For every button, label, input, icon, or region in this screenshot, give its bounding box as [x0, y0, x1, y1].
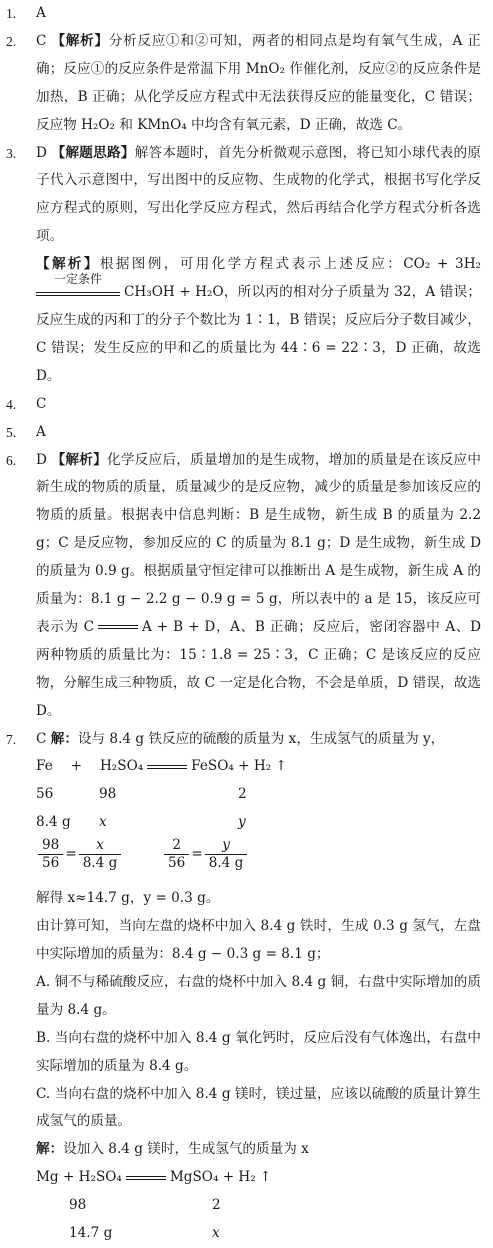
fraction: $\frac{x}{8.4 g}$	[79, 837, 122, 872]
given-mass-row: 14.7 g x	[69, 1225, 220, 1242]
equals-sign	[147, 765, 187, 769]
option-b-analysis: B. 当向右盘的烧杯中加入 8.4 g 氧化钙时，反应后没有气体逸出，右盘中实际增加的质量为 8.4 g。	[36, 1029, 481, 1074]
answer-item-4	[6, 391, 481, 419]
item-number: 4.	[6, 396, 17, 412]
given-mass-row: 8.4 g x y	[36, 814, 246, 831]
answer-item-2	[6, 28, 481, 140]
fraction: $\frac{2}{56}$	[164, 837, 189, 872]
analysis-text: 分析反应①和②可知，两者的相同点是均有氧气生成，A 正确；反应①的反应条件是常温下用 MnO₂ 作催化剂，反应②的反应条件是加热，B 正确；从化学反应方程式中无法获得反应的能量变化，C 错误；反应物 H₂O₂ 和 KMnO₄ 中均含有氧元素，D 正确，故选 C。	[36, 32, 482, 133]
proportion-equations: $\frac{98}{56}$ = $\frac{x}{8.4 g}$ $\frac{2}{56}$ = $\frac{y}{8.4 g}$	[36, 837, 481, 885]
item-answer: C	[36, 32, 47, 49]
calculation-paragraph: 由计算可知，当向左盘的烧杯中加入 8.4 g 铁时，生成 0.3 g 氢气，左盘中实际增加的质量为：8.4 g − 0.3 g = 8.1 g；	[36, 918, 481, 962]
analysis-text-b: CH₃OH + H₂O，所以丙的相对分子质量为 32，A 错误；反应生成的丙和丁的分子个数比为 1∶1，B 错误；反应后分子数目减少，C 错误；发生反应的甲和乙的质量比为 44∶6 = 22∶3，D 正确，故选 D。	[36, 284, 481, 384]
fraction: $\frac{y}{8.4 g}$	[205, 837, 248, 872]
analysis-text-b: A + B + D，A、B 正确；反应后，密闭容器中 A、D 两种物质的质量比为：15∶1.8 = 25∶3，C 正确；C 是该反应的反应物，分解生成三种物质，故 C 一定是化合物，不会是单质，D 错误，故选 D。	[36, 618, 481, 719]
equals-sign	[126, 1176, 166, 1180]
solution-text: 设与 8.4 g 铁反应的硫酸的质量为 x，生成氢气的质量为 y，	[77, 730, 445, 747]
answer-item-7	[6, 726, 481, 1248]
option-c-analysis: C. 当向右盘的烧杯中加入 8.4 g 镁时，镁过量，应该以硫酸的质量计算生成氢气的质量。	[36, 1085, 481, 1130]
relative-mass-row: 56 98 2	[36, 786, 247, 803]
reaction-condition-arrow	[36, 272, 120, 296]
equals-sign	[98, 625, 138, 629]
solve-result: 解得 x≈14.7 g，y = 0.3 g。	[36, 890, 220, 907]
item-number: 2.	[6, 33, 17, 49]
option-a-analysis: A. 铜不与稀硫酸反应，右盘的烧杯中加入 8.4 g 铜，右盘中实际增加的质量为 8.4 g。	[36, 973, 481, 1018]
item-answer: A	[36, 423, 46, 440]
analysis-tag: 【解析】	[36, 256, 100, 273]
item-answer: A	[36, 5, 46, 21]
analysis-paragraph	[36, 251, 481, 391]
item-number: 7.	[6, 731, 17, 747]
item-number: 6.	[6, 452, 17, 468]
analysis-text: 化学反应后，质量增加的是生成物，增加的质量是在该反应中新生成的物质的质量，质量减少的是反应物，减少的质量是参加该反应的物质的质量。根据表中信息判断：B 是生成物，新生成 B 的质量为 2.2 g；C 是反应物，参加反应的 C 的质量为 8.1 g；D 是生成物，新生成 D 的质量为 0.9 g。根据质量守恒定律可以推断出 A 是生成物，新生成 A 的质量为：8.1 g − 2.2 g − 0.9 g = 5 g，所以表中的 a 是 15，该反应可表示为 C	[36, 451, 482, 635]
answer-item-5	[6, 419, 481, 447]
answer-item-1	[6, 0, 481, 28]
mg-solution: 解：设加入 8.4 g 镁时，生成氢气的质量为 x	[36, 1141, 309, 1158]
item-answer: C	[36, 395, 47, 412]
analysis-text-a: 根据图例，可用化学方程式表示上述反应：CO₂ + 3H₂	[99, 256, 481, 273]
solution-tag: 解：	[50, 730, 78, 747]
item-answer: D	[36, 451, 47, 468]
analysis-tag: 【解析】	[51, 451, 107, 468]
item-number: 3.	[6, 145, 17, 161]
equation-fe: Fe + H₂SO₄ FeSO₄ + H₂ ↑	[36, 758, 287, 775]
item-number: 1.	[6, 6, 17, 21]
equation-mg: Mg + H₂SO₄ MgSO₄ + H₂ ↑	[36, 1169, 272, 1186]
fraction: $\frac{98}{56}$	[38, 837, 63, 872]
analysis-tag: 【解析】	[51, 32, 109, 49]
answer-item-6	[6, 447, 481, 726]
approach-tag: 【解题思路】	[51, 144, 135, 161]
reaction-condition-label: 一定条件	[53, 272, 102, 287]
item-number: 5.	[6, 424, 17, 440]
item-answer: C	[36, 730, 47, 747]
relative-mass-row: 98 2	[69, 1197, 221, 1214]
solution-tag: 解：	[36, 1141, 64, 1158]
answer-item-3	[6, 140, 481, 391]
approach-text: 解答本题时，首先分析微观示意图，将已知小球代表的原子代入示意图中，写出图中的反应物、生成物的化学式，根据书写化学反应方程式的原则，写出化学反应方程式，然后再结合化学方程式分析各选项。	[36, 144, 482, 245]
item-answer: D	[36, 144, 47, 161]
